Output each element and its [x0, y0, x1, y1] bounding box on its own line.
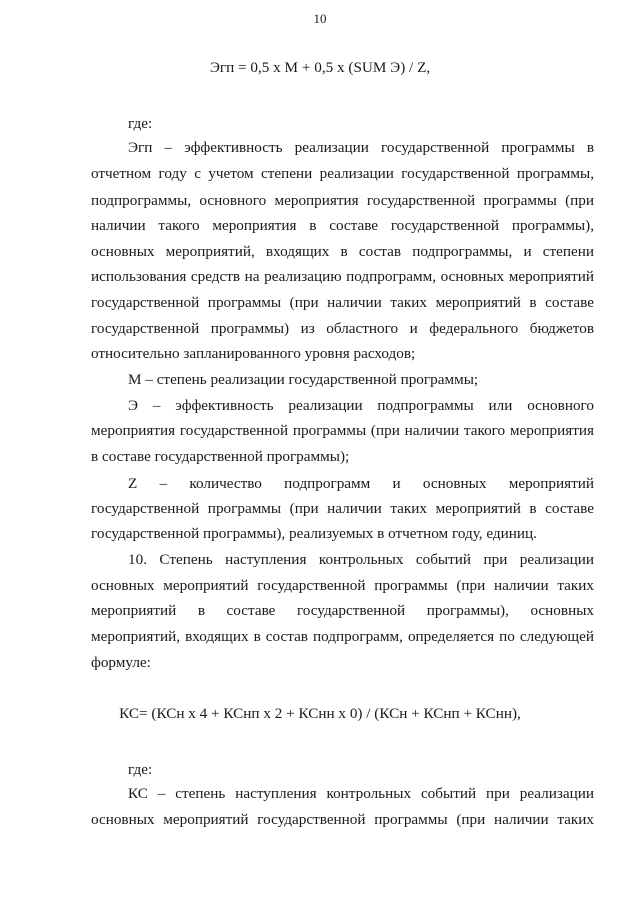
formula-egp: Эгп = 0,5 x M + 0,5 x (SUM Э) / Z,	[209, 59, 431, 76]
z-definition-line: Z – количество подпрограмм и основных мероприятий	[128, 475, 594, 492]
z-definition-line: государственной программы (при наличии таких мероприятий в составе	[91, 500, 594, 517]
where-label: где:	[128, 115, 153, 132]
paragraph-10-line: формуле:	[91, 654, 151, 671]
egp-definition-line: наличии такого мероприятия в составе государственной программы),	[91, 217, 594, 234]
e-definition-line: Э – эффективность реализации подпрограммы или основного	[128, 397, 594, 414]
egp-definition-line: основных мероприятий, входящих в состав подпрограммы, и степени	[91, 243, 594, 260]
egp-definition-line: подпрограммы, основного мероприятия государственной программы (при	[91, 192, 594, 209]
e-definition-line: в составе государственной программы);	[91, 448, 350, 465]
paragraph-10-line: мероприятий в составе государственной программы), основных	[91, 602, 594, 619]
paragraph-10-line: мероприятий, входящих в состав подпрограмм, определяется по следующей	[91, 628, 594, 645]
egp-definition-line: Эгп – эффективность реализации государственной программы в	[128, 139, 594, 156]
ks-definition-line: КС – степень наступления контрольных событий при реализации	[128, 785, 594, 802]
paragraph-10-line: 10. Степень наступления контрольных событий при реализации	[128, 551, 594, 568]
egp-definition-line: отчетном году с учетом степени реализации государственной программы,	[91, 165, 594, 182]
egp-definition-line: относительно запланированного уровня расходов;	[91, 345, 416, 362]
egp-definition-line: использования средств на реализацию подпрограмм, основных мероприятий	[91, 268, 594, 285]
ks-definition-line: основных мероприятий государственной программы (при наличии таких	[91, 811, 594, 828]
paragraph-10-line: основных мероприятий государственной программы (при наличии таких	[91, 577, 594, 594]
egp-definition-line: государственной программы (при наличии таких мероприятий в составе	[91, 294, 594, 311]
m-definition: М – степень реализации государственной программы;	[128, 371, 479, 388]
where-label: где:	[128, 761, 153, 778]
egp-definition-line: государственной программы) из областного и федерального бюджетов	[91, 320, 594, 337]
e-definition-line: мероприятия государственной программы (при наличии такого мероприятия	[91, 422, 594, 439]
z-definition-line: государственной программы), реализуемых в отчетном году, единиц.	[91, 525, 537, 542]
page-number: 10	[313, 11, 327, 26]
formula-ks: КС= (КСн x 4 + КСнп x 2 + КСнн x 0) / (КСн + КСнп + КСнн),	[119, 705, 521, 722]
